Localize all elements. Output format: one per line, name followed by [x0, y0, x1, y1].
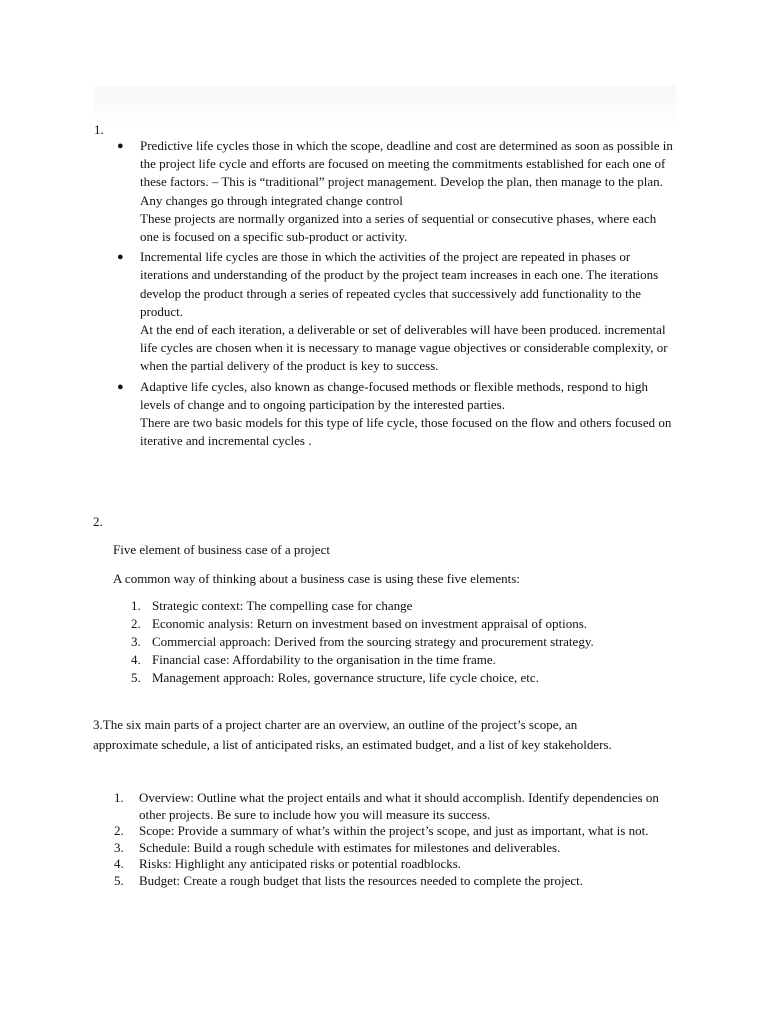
bullet-extra-text: At the end of each iteration, a deliverable or set of deliverables will have been produced. incremental life cycles are chosen when it is necessary to manage vague objectives or considerable complexity, or when the partial delivery of the product is key to success. — [140, 322, 668, 374]
list-item-text: Commercial approach: Derived from the sourcing strategy and procurement strategy. — [152, 634, 594, 649]
list-item-number: 3. — [114, 839, 124, 855]
list-item-number: 1. — [114, 790, 124, 805]
list-item — [114, 790, 679, 823]
life-cycle-bullet-list — [114, 137, 674, 450]
list-item-number: 5. — [131, 670, 141, 685]
list-item-text: Budget: Create a rough budget that lists the resources needed to complete the project. — [139, 872, 584, 888]
list-item-text: Scope: Provide a summary of what’s within the project’s scope, and just as important, what is not. — [139, 823, 649, 838]
list-item-text: Management approach: Roles, governance structure, life cycle choice, etc. — [152, 670, 539, 685]
list-item-number: 5. — [114, 872, 124, 888]
bullet-incremental — [114, 248, 674, 375]
list-item — [131, 633, 676, 651]
bullet-dot-icon: ● — [117, 380, 124, 393]
bullet-text: Incremental life cycles are those in which the activities of the project are repeated in phases or iterations and understanding of the product by the project team increases in each one. The iterations develop the product through a series of repeated cycles that successively add functionality to the product. — [140, 249, 659, 319]
list-item — [114, 823, 679, 840]
bullet-adaptive — [114, 378, 674, 451]
list-item-number: 1. — [131, 598, 141, 613]
bullet-extra-text: There are two basic models for this type of life cycle, those focused on the flow and others focused on iterative and incremental cycles . — [140, 415, 672, 449]
list-item-text: Strategic context: The compelling case for change — [152, 598, 413, 613]
list-item-number: 2. — [114, 823, 124, 838]
list-item — [114, 873, 679, 890]
list-item — [131, 597, 676, 615]
list-item-text: Schedule: Build a rough schedule with estimates for milestones and deliverables. — [139, 839, 561, 855]
bullet-text: Adaptive life cycles, also known as change-focused methods or flexible methods, respond to high levels of change and to ongoing participation by the interested parties. — [140, 378, 648, 412]
list-item — [131, 651, 676, 669]
business-case-elements-list — [131, 597, 676, 687]
list-item — [114, 840, 679, 857]
bullet-dot-icon: ● — [117, 140, 124, 152]
list-item — [131, 669, 676, 687]
section-1-number: 1. — [94, 122, 104, 137]
list-item-number: 3. — [131, 634, 141, 649]
list-item-number: 4. — [114, 856, 124, 871]
bullet-predictive — [114, 137, 674, 246]
list-item — [131, 615, 676, 633]
list-item-text: Financial case: Affordability to the organisation in the time frame. — [152, 652, 496, 667]
list-item-text: Economic analysis: Return on investment based on investment appraisal of options. — [152, 616, 588, 631]
project-charter-parts-list — [114, 790, 679, 889]
bullet-text: Predictive life cycles those in which the scope, deadline and cost are determined as soon as possible in the project life cycle and efforts are focused on meeting the commitments established for each one of these factors. – This is “traditional” project management. Develop the plan, then manage to the plan. Any changes go through integrated change control — [140, 138, 673, 208]
list-item-number: 4. — [131, 652, 141, 667]
list-item-number: 2. — [131, 616, 141, 631]
list-item — [114, 856, 679, 873]
bullet-dot-icon: ● — [117, 251, 124, 264]
project-charter-paragraph — [93, 715, 683, 755]
charter-lead-text: 3.The six main parts of a project charter are an overview, an outline of the project’s scope, an — [93, 717, 578, 732]
list-item-text: Risks: Highlight any anticipated risks or potential roadblocks. — [139, 856, 462, 871]
business-case-intro: A common way of thinking about a business case is using these five elements: — [113, 571, 520, 586]
list-item-text: Overview: Outline what the project entails and what it should accomplish. Identify dependencies on other projects. Be sure to include how you will measure its success. — [139, 790, 659, 822]
business-case-heading: Five element of business case of a project — [113, 542, 330, 557]
section-2-number: 2. — [93, 514, 103, 529]
bullet-extra-text: These projects are normally organized into a series of sequential or consecutive phases, where each one is focused on a specific sub-product or activity. — [140, 210, 657, 245]
charter-trail-text: approximate schedule, a list of anticipated risks, an estimated budget, and a list of key stakeholders. — [93, 737, 612, 752]
